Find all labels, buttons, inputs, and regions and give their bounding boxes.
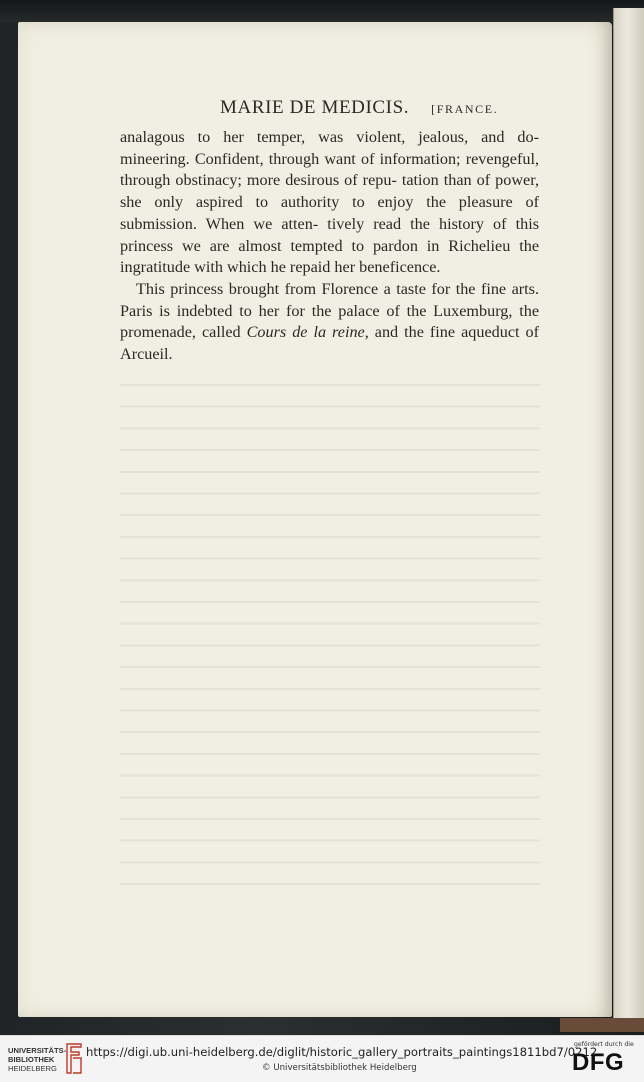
text-line: analagous to her temper, was violent, jealous, and do-: [120, 128, 539, 146]
funding-note: gefördert durch die: [574, 1041, 634, 1048]
running-head-title: MARIE DE MEDICIS.: [220, 97, 410, 118]
running-head: [220, 97, 610, 123]
library-name-line: UNIVERSITÄTS-: [8, 1046, 67, 1055]
text-line: tively read the history of this princess we are almost: [120, 214, 539, 255]
italic-phrase: Cours de la reine,: [246, 323, 369, 342]
text-line: tempted to pardon in Richelieu the ingratitude with: [120, 236, 539, 277]
library-name-line: HEIDELBERG: [8, 1064, 57, 1073]
text-line: mineering. Confident, through want of information;: [120, 149, 461, 168]
page-body: [120, 127, 539, 366]
text-line: fine arts. Paris is indebted to her for the palace of the: [120, 279, 540, 320]
show-through-text: [120, 370, 540, 890]
library-name: [8, 1046, 72, 1073]
text-line: tation than of power, she only aspired to authority to: [120, 171, 540, 212]
book-cover-edge: [613, 8, 644, 1030]
dfg-logo: DFG: [572, 1049, 625, 1076]
library-name-line: BIBLIOTHEK: [8, 1055, 55, 1064]
text-line: enjoy the pleasure of submission. When we atten-: [120, 193, 540, 233]
running-head-section: [FRANCE.: [431, 102, 499, 116]
permalink-url[interactable]: https://digi.ub.uni-heidelberg.de/diglit/historic_gallery_portraits_paintings1811bd7/0212: [86, 1045, 598, 1059]
text-line: Luxemburg, the promenade, called: [120, 301, 539, 342]
book-edge-top: [0, 0, 644, 22]
text-line: revengeful, through obstinacy; more desirous of repu-: [120, 149, 539, 190]
copyright-notice: © Universitätsbibliothek Heidelberg: [262, 1063, 417, 1073]
paragraph-2: [120, 279, 539, 366]
text-line: This princess brought from Florence a taste for the: [136, 279, 476, 298]
text-line: and the fine aqueduct of Arcueil.: [120, 323, 539, 364]
book-cover-corner: [560, 1018, 644, 1032]
viewer-footer: [0, 1035, 644, 1082]
library-logo-icon: [64, 1042, 84, 1076]
paragraph-1: [120, 127, 539, 279]
text-line: which he repaid her beneficence.: [227, 258, 441, 277]
